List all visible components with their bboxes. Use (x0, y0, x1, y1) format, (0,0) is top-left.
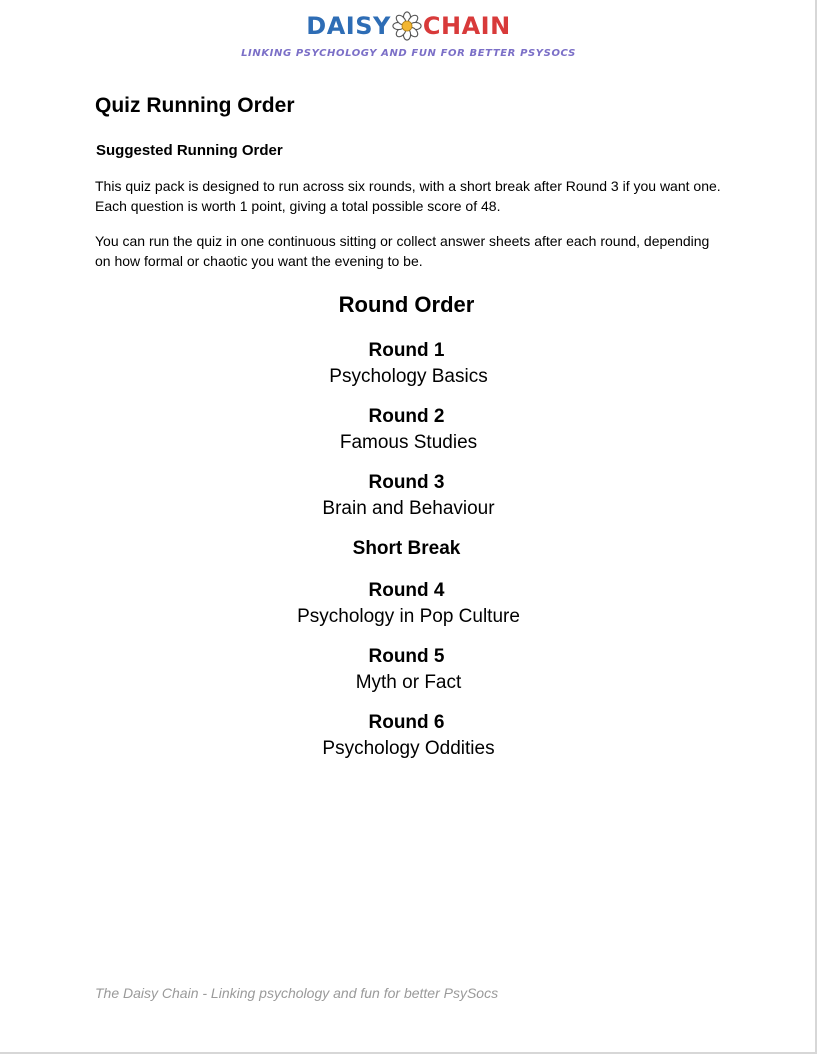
round-name: Round 3 (368, 472, 445, 493)
round-item (0, 404, 817, 455)
round-topic: Myth or Fact (355, 672, 462, 693)
logo-text-daisy: DAISY (306, 12, 391, 40)
round-item (0, 578, 817, 629)
round-topic: Famous Studies (339, 432, 478, 453)
format-paragraph: You can run the quiz in one continuous sitting or collect answer sheets after each round, depending on how formal or chaotic you want the evening to be. (95, 233, 710, 269)
round-topic: Brain and Behaviour (322, 498, 495, 519)
tagline: LINKING PSYCHOLOGY AND FUN FOR BETTER PSYSOCS (241, 48, 576, 59)
round-name: Round 4 (368, 580, 445, 601)
round-list (0, 338, 817, 761)
round-item (0, 710, 817, 761)
round-topic: Psychology Basics (329, 366, 488, 387)
intro-paragraph: This quiz pack is designed to run across six rounds, with a short break after Round 3 if you want one. Each question is worth 1 point, giving a total possible score of 48. (95, 178, 721, 214)
round-name: Round 5 (368, 646, 445, 667)
daisy-flower-icon (392, 11, 422, 41)
round-item (0, 338, 817, 389)
page-footer: The Daisy Chain - Linking psychology and fun for better PsySocs (95, 985, 499, 1001)
round-order-title: Round Order (338, 292, 475, 317)
logo-text-chain: CHAIN (422, 12, 511, 40)
logo (0, 10, 817, 42)
round-name: Round 1 (368, 340, 445, 361)
section-subheading: Suggested Running Order (96, 142, 283, 159)
short-break-label: Short Break (352, 538, 461, 559)
round-topic: Psychology in Pop Culture (297, 606, 520, 627)
round-item (0, 470, 817, 521)
round-name: Round 6 (368, 712, 445, 733)
page-header (0, 10, 817, 59)
round-item (0, 644, 817, 695)
document-body (95, 92, 723, 271)
round-topic: Psychology Oddities (322, 738, 495, 759)
page-title: Quiz Running Order (95, 94, 295, 117)
round-order-section (0, 290, 817, 776)
round-name: Round 2 (368, 406, 445, 427)
